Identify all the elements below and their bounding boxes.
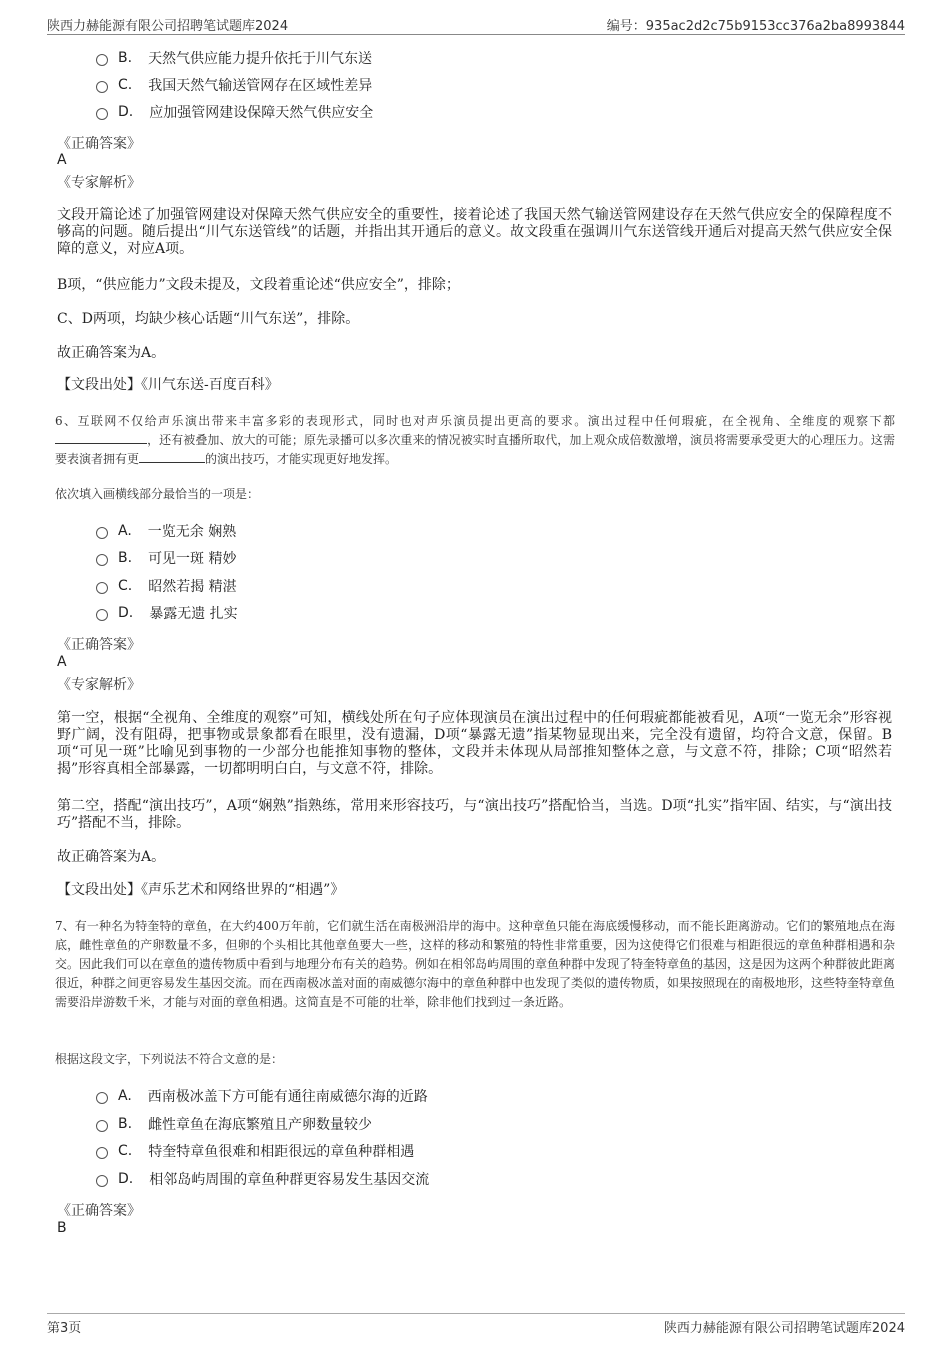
q6-prompt: 依次填入画横线部分最恰当的一项是： bbox=[55, 487, 260, 501]
q6-option-d[interactable]: D. 暴露无遗 扎实 bbox=[96, 602, 238, 624]
q6-analysis-p1: 第一空，根据“全视角、全维度的观察”可知，横线处所在句子应体现演员在演出过程中的任何瑕疵都能被看见，A项“一览无余”形容视野广阔，没有阻碍，把事物或景象都看在眼里，没有遗漏，D项“暴露无遗”指某物显现出来，完全没有遗留，均符合文意，保留。B项“可见一斑”比喻见到事物的一少部分也能推知事物的整体，文段并未体现从局部推知整体之意，与文意不符，排除；C项“昭然若揭”形容真相全部暴露，一切都明明白白，与文意不符，排除。 bbox=[57, 710, 892, 777]
q5-option-c[interactable]: C. 我国天然气输送管网存在区域性差异 bbox=[96, 74, 372, 96]
radio-icon[interactable] bbox=[96, 1092, 108, 1104]
q5-analysis-label: 《专家解析》 bbox=[57, 175, 141, 191]
q5-option-d[interactable]: D. 应加强管网建设保障天然气供应安全 bbox=[96, 101, 373, 123]
q6-analysis-label: 《专家解析》 bbox=[57, 677, 141, 693]
radio-icon[interactable] bbox=[96, 1120, 108, 1132]
radio-icon[interactable] bbox=[96, 108, 108, 120]
q7-option-d[interactable]: D. 相邻岛屿周围的章鱼种群更容易发生基因交流 bbox=[96, 1168, 429, 1190]
q7-option-c[interactable]: C. 特奎特章鱼很难和相距很远的章鱼种群相遇 bbox=[96, 1140, 414, 1162]
q5-analysis-p1: 文段开篇论述了加强管网建设对保障天然气供应安全的重要性，接着论述了我国天然气输送管网建设存在天然气供应安全的保障程度不够高的问题。随后提出“川气东送管线”的话题，并指出其开通后的意义。故文段重在强调川气东送管线开通后对提高天然气供应安全保障的意义，对应A项。 bbox=[57, 207, 892, 257]
page-footer bbox=[47, 1313, 905, 1334]
q6-source: 【文段出处】《声乐艺术和网络世界的“相遇”》 bbox=[57, 882, 345, 898]
q5-source: 【文段出处】《川气东送-百度百科》 bbox=[57, 377, 279, 393]
header-title: 陕西力赫能源有限公司招聘笔试题库2024 bbox=[47, 19, 289, 34]
q6-analysis-p2: 第二空，搭配“演出技巧”，A项“娴熟”指熟练，常用来形容技巧，与“演出技巧”搭配恰当，当选。D项“扎实”指牢固、结实，与“演出技巧”搭配不当，排除。 bbox=[57, 798, 892, 831]
radio-icon[interactable] bbox=[96, 54, 108, 66]
q6-option-c[interactable]: C. 昭然若揭 精湛 bbox=[96, 575, 237, 597]
q5-answer-label: 《正确答案》 bbox=[57, 136, 141, 152]
q7-answer: B bbox=[57, 1220, 67, 1236]
q5-analysis-p4: 故正确答案为A。 bbox=[57, 345, 166, 361]
q6-option-a[interactable]: A. 一览无余 娴熟 bbox=[96, 520, 236, 542]
radio-icon[interactable] bbox=[96, 609, 108, 621]
q6-answer-label: 《正确答案》 bbox=[57, 637, 141, 653]
page-number: 第3页 bbox=[47, 1321, 82, 1336]
q6-analysis-p3: 故正确答案为A。 bbox=[57, 849, 166, 865]
header-doc-id: 编号：935ac2d2c75b9153cc376a2ba8993844 bbox=[606, 19, 905, 34]
q6-option-b[interactable]: B. 可见一斑 精妙 bbox=[96, 547, 237, 569]
q5-analysis-p2: B项，“供应能力”文段未提及，文段着重论述“供应安全”，排除； bbox=[57, 277, 460, 293]
radio-icon[interactable] bbox=[96, 582, 108, 594]
q7-prompt: 根据这段文字，下列说法不符合文意的是： bbox=[55, 1052, 284, 1066]
q6-answer: A bbox=[57, 654, 67, 670]
q6-stem: 6、互联网不仅给声乐演出带来丰富多彩的表现形式，同时也对声乐演员提出更高的要求。演出过程中任何瑕疵，在全视角、全维度的观察下都，还有被叠加、放大的可能；原先录播可以多次重来的情况被实时直播所取代，加上观众成倍数激增，演员将需要承受更大的心理压力。这需要表演者拥有更 的演出技巧，才能实现更好地发挥。 bbox=[55, 414, 895, 466]
q7-answer-label: 《正确答案》 bbox=[57, 1203, 141, 1219]
q5-option-b[interactable]: B. 天然气供应能力提升依托于川气东送 bbox=[96, 47, 372, 69]
blank-line bbox=[55, 431, 147, 444]
q7-option-b[interactable]: B. 雌性章鱼在海底繁殖且产卵数量较少 bbox=[96, 1113, 372, 1135]
blank-line bbox=[139, 450, 205, 463]
q5-analysis-p3: C、D两项，均缺少核心话题“川气东送”，排除。 bbox=[57, 311, 360, 327]
footer-title: 陕西力赫能源有限公司招聘笔试题库2024 bbox=[663, 1321, 905, 1336]
radio-icon[interactable] bbox=[96, 554, 108, 566]
radio-icon[interactable] bbox=[96, 81, 108, 93]
radio-icon[interactable] bbox=[96, 527, 108, 539]
q5-answer: A bbox=[57, 152, 67, 168]
q7-option-a[interactable]: A. 西南极冰盖下方可能有通往南威德尔海的近路 bbox=[96, 1085, 428, 1107]
page-header bbox=[47, 12, 905, 35]
radio-icon[interactable] bbox=[96, 1147, 108, 1159]
q7-stem: 7、有一种名为特奎特的章鱼，在大约400万年前，它们就生活在南极洲沿岸的海中。这种章鱼只能在海底缓慢移动，而不能长距离游动。它们的繁殖地点在海底，雌性章鱼的产卵数量不多，但卵的个头相比其他章鱼要大一些，这样的移动和繁殖的特性非常重要，因为这使得它们很难与相距很远的章鱼种群相遇和杂交。因此我们可以在章鱼的遗传物质中看到与地理分布有关的趋势。例如在相邻岛屿周围的章鱼种群中发现了特奎特章鱼的基因，这是因为这两个种群彼此距离很近，种群之间更容易发生基因交流。而在西南极冰盖对面的南威德尔海中的章鱼种群中也发现了类似的遗传物质，如果按照现在的南极地形，这些特奎特章鱼需要沿岸游数千米，才能与对面的章鱼相遇。这简直是不可能的壮举，除非他们找到过一条近路。 bbox=[55, 919, 896, 1009]
radio-icon[interactable] bbox=[96, 1175, 108, 1187]
